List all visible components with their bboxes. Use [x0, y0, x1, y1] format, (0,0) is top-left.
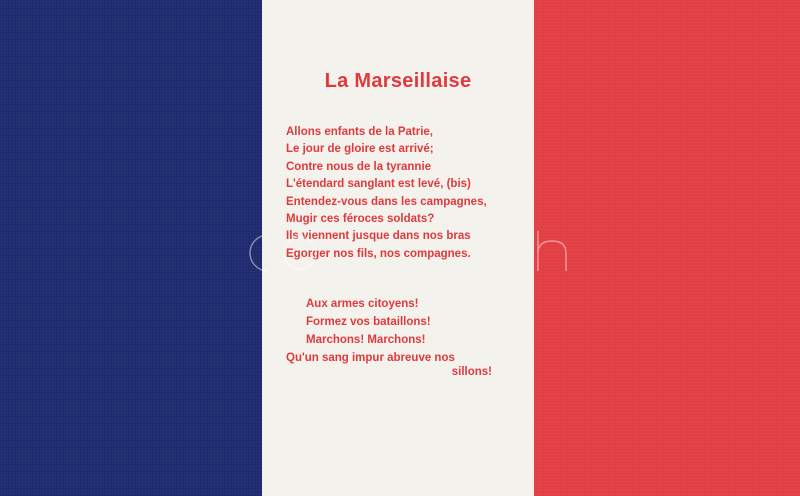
chorus-line: Formez vos bataillons! — [306, 316, 431, 328]
chorus-line: Aux armes citoyens! — [306, 298, 419, 310]
verse-line: Entendez-vous dans les campagnes, — [286, 195, 487, 208]
verse-line: Mugir ces féroces soldats? — [286, 213, 435, 226]
verse-line: Contre nous de la tyrannie — [286, 160, 432, 173]
lyrics-verse — [286, 124, 487, 263]
verse-line: Egorger nos fils, nos compagnes. — [286, 247, 471, 260]
verse-line: Allons enfants de la Patrie, — [286, 126, 433, 138]
verse-line: Ils viennent jusque dans nos bras — [286, 230, 471, 243]
flag-blue-band — [0, 0, 262, 496]
chorus-line: Marchons! Marchons! — [306, 334, 426, 346]
song-title: La Marseillaise — [324, 70, 472, 92]
verse-line: Le jour de gloire est arrivé; — [286, 143, 434, 156]
flag-red-band — [534, 0, 800, 496]
chorus-line: Qu'un sang impur abreuve nos — [286, 352, 455, 364]
chorus-line: sillons! — [451, 366, 492, 378]
flag-white-band — [262, 0, 534, 496]
verse-line: L'étendard sanglant est levé, (bis) — [286, 178, 471, 191]
lyrics-chorus — [286, 295, 492, 381]
